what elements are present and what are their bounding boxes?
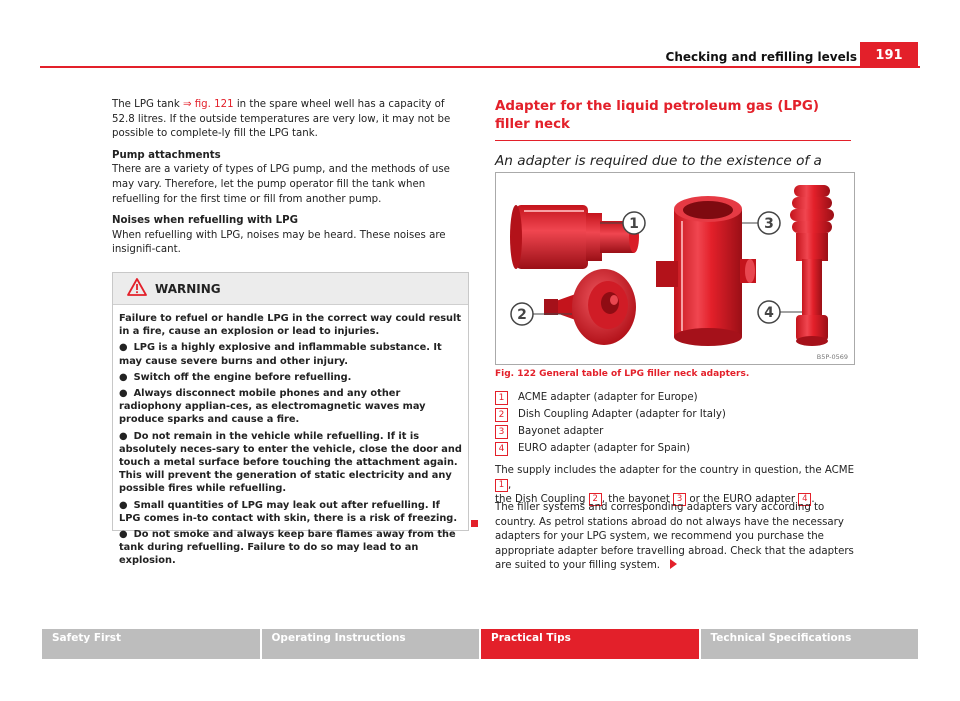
adapters-illustration xyxy=(496,173,854,364)
legend-item xyxy=(495,389,726,406)
warning-item xyxy=(119,341,462,367)
callout-label: 1 xyxy=(629,216,639,232)
legend-text: ACME adapter (adapter for Europe) xyxy=(518,392,698,403)
acme-adapter-drawing xyxy=(510,205,639,269)
supply-text: , the bayonet xyxy=(601,494,674,506)
legend-text: EURO adapter (adapter for Spain) xyxy=(518,443,691,454)
callout-label: 2 xyxy=(517,307,527,323)
legend-text: Dish Coupling Adapter (adapter for Italy) xyxy=(518,409,726,420)
warning-item-text: Switch off the engine before refuelling. xyxy=(133,371,352,383)
inline-ref-4: 4 xyxy=(798,493,811,506)
bullet: ● xyxy=(119,388,128,400)
section-rule xyxy=(495,140,851,141)
warning-item-text: Small quantities of LPG may leak out after refuelling. If LPG comes in-to contact with skin, there is a risk of freezing. xyxy=(119,499,458,524)
warning-intro: Failure to refuel or handle LPG in the correct way could result in a fire, cause an explosion or lead to injuries. xyxy=(119,313,462,338)
warning-header xyxy=(113,273,468,305)
warning-item xyxy=(119,387,462,427)
bullet: ● xyxy=(119,529,128,541)
bullet: ● xyxy=(119,371,128,383)
callout-label: 3 xyxy=(764,216,774,232)
adapter-legend xyxy=(495,389,726,457)
intro-text-cont: in the spare wheel well has a capacity of 52.8 litres. If the outside temperatures are very low, it may not be possible to complete-ly fill the LPG tank. xyxy=(112,99,451,140)
running-header-title: Checking and refilling levels xyxy=(665,50,857,64)
dish-adapter-drawing xyxy=(544,269,636,345)
section-end-marker xyxy=(471,520,478,527)
inline-ref-3: 3 xyxy=(673,493,686,506)
legend-number: 2 xyxy=(495,408,508,422)
warning-item xyxy=(119,371,462,384)
warning-item-text: Always disconnect mobile phones and any other radiophony applian-ces, as electromagnetic waves may produce sparks and cause a fire. xyxy=(119,388,426,426)
legend-number: 1 xyxy=(495,391,508,405)
filler-text: The filler systems and corresponding adapters vary according to country. As petrol stations abroad do not always have the necessary adapters for your LPG system, we recommend you purchase the appropriate adapter before travelling abroad. Check that the adapters are suited to your filling system. xyxy=(495,502,854,572)
figure-caption: Fig. 122 General table of LPG filler neck adapters. xyxy=(495,369,750,379)
section-title: Adapter for the liquid petroleum gas (LPG) filler neck xyxy=(495,99,819,132)
legend-item xyxy=(495,406,726,423)
intro-text: The LPG tank xyxy=(112,99,183,110)
warning-item-text: LPG is a highly explosive and inflammable substance. It may cause severe burns and other injury. xyxy=(119,342,442,367)
supply-text: the Dish Coupling xyxy=(495,494,589,506)
footer-tabs xyxy=(42,629,918,659)
callout-label: 4 xyxy=(764,305,774,321)
section-intro: An adapter is required due to the existence of a xyxy=(495,153,822,169)
tab-operating-instructions[interactable]: Operating Instructions xyxy=(262,629,480,659)
pump-attachments-text: There are a variety of types of LPG pump, and the methods of use may vary. Therefore, let the pump operator fill the tank when refuelling for the first time or fill from another pump. xyxy=(112,164,450,205)
legend-number: 3 xyxy=(495,425,508,439)
figure-adapters xyxy=(495,172,855,365)
warning-body xyxy=(113,305,468,568)
inline-ref-2: 2 xyxy=(589,493,602,506)
legend-text: Bayonet adapter xyxy=(518,426,604,437)
pump-attachments-heading: Pump attachments xyxy=(112,149,221,161)
filler-systems-paragraph xyxy=(495,501,857,574)
warning-item-text: Do not remain in the vehicle while refuelling. If it is absolutely neces-sary to enter the vehicle, close the door and touch a metal surface before touching the attachment again. This will prevent the generation of static electricity and any possible fires while refuelling. xyxy=(119,430,462,495)
tank-capacity-paragraph xyxy=(112,98,467,142)
warning-triangle-icon xyxy=(127,278,147,300)
euro-adapter-drawing xyxy=(790,185,834,346)
figure-code: B5P-0569 xyxy=(816,353,848,361)
bayonet-adapter-drawing xyxy=(656,196,756,346)
bullet: ● xyxy=(119,430,128,442)
bullet: ● xyxy=(119,499,128,511)
tab-technical-specifications[interactable]: Technical Specifications xyxy=(701,629,919,659)
supply-text: The supply includes the adapter for the country in question, the ACME xyxy=(495,465,855,476)
warning-item xyxy=(119,430,462,496)
legend-number: 4 xyxy=(495,442,508,456)
legend-item xyxy=(495,423,726,440)
noises-text: When refuelling with LPG, noises may be heard. These noises are insignifi-cant. xyxy=(112,229,446,256)
header-rule xyxy=(40,66,920,68)
continue-arrow-icon xyxy=(670,559,677,569)
tab-practical-tips[interactable]: Practical Tips xyxy=(481,629,699,659)
noises-heading: Noises when refuelling with LPG xyxy=(112,215,298,227)
legend-item xyxy=(495,440,726,457)
warning-box xyxy=(112,272,469,567)
tab-safety-first[interactable]: Safety First xyxy=(42,629,260,659)
figure-reference-link[interactable]: ⇒ fig. 121 xyxy=(182,99,234,110)
warning-item xyxy=(119,499,462,525)
warning-item xyxy=(119,528,462,568)
warning-item-text: Do not smoke and always keep bare flames away from the tank during refuelling. Failure to do so may lead to an explosion. xyxy=(119,529,456,567)
bullet: ● xyxy=(119,342,128,354)
inline-ref-1: 1 xyxy=(495,479,508,492)
left-column xyxy=(112,98,467,265)
callout-3 xyxy=(742,212,780,234)
supply-text: . xyxy=(811,494,815,506)
supply-text: or the EURO adapter xyxy=(686,494,799,506)
callout-4 xyxy=(758,301,802,323)
supply-text: , xyxy=(508,479,512,491)
page-number: 191 xyxy=(860,42,918,68)
warning-title: WARNING xyxy=(155,281,221,296)
